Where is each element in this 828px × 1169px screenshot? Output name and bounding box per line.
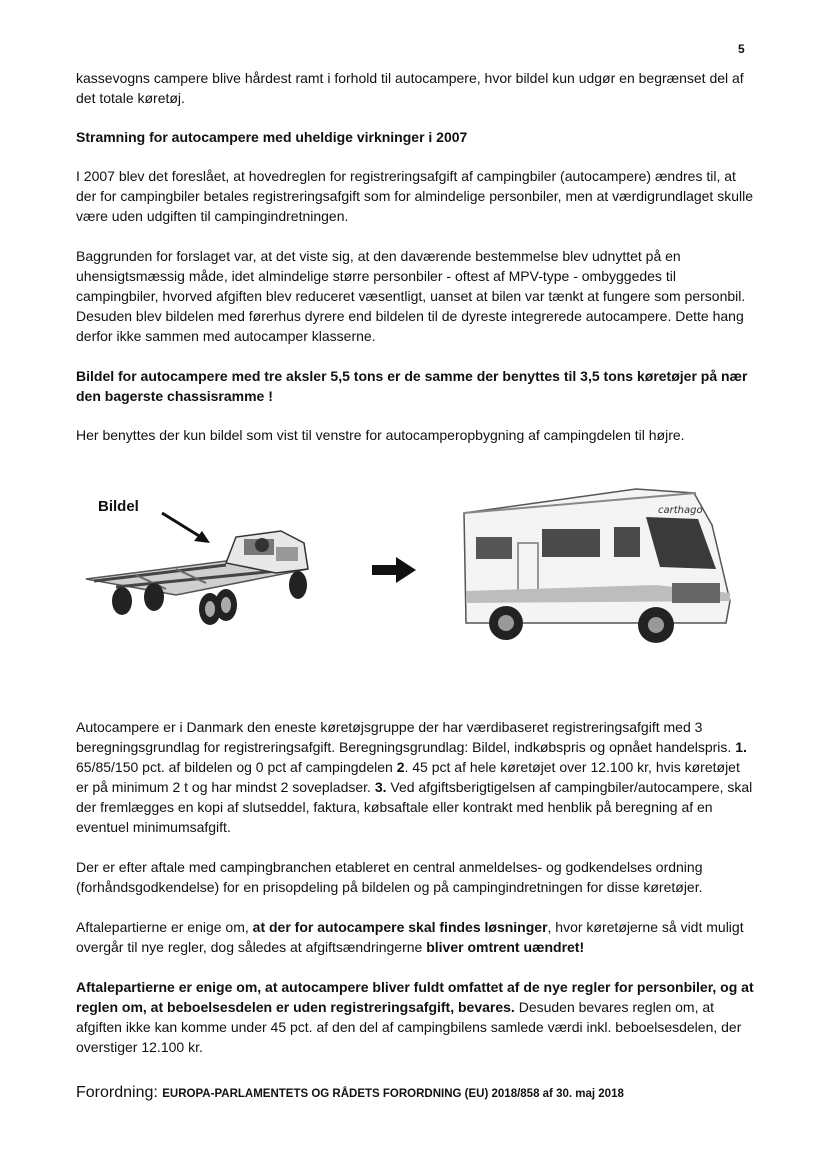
p5-number-1: 1. xyxy=(735,739,747,755)
heading-bildel: Bildel for autocampere med tre aksler 5,5 tons er de samme der benyttes til 3,5 tons køretøjer på nær den bagerste chassisramme ! xyxy=(76,368,748,404)
paragraph-aftalepartierne-1 xyxy=(76,917,756,957)
bildel-label: Bildel xyxy=(98,498,139,515)
chassis-to-motorhome-figure xyxy=(76,473,756,683)
p5-text-2: 65/85/150 pct. af bildelen og 0 pct af campingdelen xyxy=(76,759,397,775)
p5-number-2: 2 xyxy=(396,759,405,775)
chassis-image xyxy=(76,517,316,629)
document-body xyxy=(76,68,756,1104)
paragraph-figure-caption: Her benyttes der kun bildel som vist til venstre for autocamperopbygning af campingdelen til højre. xyxy=(76,427,685,443)
regulation-label: Forordning: xyxy=(76,1084,163,1101)
motorhome-brand-text: carthago xyxy=(658,505,703,516)
p7-text-1: Aftalepartierne er enige om, xyxy=(76,919,253,935)
heading-stramning: Stramning for autocampere med uheldige virkninger i 2007 xyxy=(76,129,468,145)
p7-bold-2: bliver omtrent uændret! xyxy=(426,939,585,955)
paragraph-intro: kassevogns campere blive hårdest ramt i forhold til autocampere, hvor bildel kun udgør en begrænset del af det totale køretøj. xyxy=(76,70,744,106)
p5-text-3: . 45 pct af hele køretøjet over 12.100 kr, hvis køretøjet er på minimum 2 t og har mindst 2 sovepladser. xyxy=(76,759,740,795)
p5-number-3: 3. xyxy=(374,779,387,795)
p8-bold-1: Aftalepartierne er enige om, at autocampere bliver fuldt omfattet af de nye regler for personbiler, og at reglen om, at beboelsesdelen er uden registreringsafgift, bevares. xyxy=(76,979,754,1015)
right-arrow-icon xyxy=(372,557,416,583)
p8-text-1: Desuden bevares reglen om, at afgiften ikke kan komme under 45 pct. af den del af campingbilens samlede værdi inkl. beboelsesdelen, der overstiger 12.100 kr. xyxy=(76,999,742,1055)
paragraph-2007: I 2007 blev det foreslået, at hovedreglen for registreringsafgift af campingbiler (autocampere) ændres til, at der for campingbiler betales registreringsafgift som for almindelige personbiler, men at værdigrundlaget skulle være uden udgiften til campingindretningen. xyxy=(76,168,754,224)
paragraph-baggrund: Baggrunden for forslaget var, at det viste sig, at den daværende bestemmelse blev udnyttet på en uhensigtsmæssig måde, idet almindelige større personbiler - oftest af MPV-type - ombyggedes til campingbiler, hvorved afgiften blev reduceret væsentligt, uanset at bilen var tænkt at fungere som personbil. Desuden blev bildelen med førerhus dyrere end bildelen til de dyreste integrerede autocampere. Dette hang derfor ikke sammen med autocamper klasserne. xyxy=(76,248,746,344)
paragraph-aftalepartierne-2 xyxy=(76,977,756,1057)
motorhome-image xyxy=(446,473,742,659)
p7-text-2: , hvor køretøjerne så vidt muligt overgår til nye regler, dog således at afgiftsændringerne xyxy=(76,919,744,955)
p7-bold-1: at der for autocampere skal findes løsninger xyxy=(252,919,548,935)
regulation-title: EUROPA-PARLAMENTETS OG RÅDETS FORORDNING (EU) 2018/858 af 30. maj 2018 xyxy=(162,1088,624,1100)
p5-text-4: Ved afgiftsberigtigelsen af campingbiler/autocampere, skal der fremlægges en kopi af slutseddel, faktura, købsaftale eller kontrakt med henblik på beregning af en eventuel minimumsafgift. xyxy=(76,779,753,835)
paragraph-campingbranchen: Der er efter aftale med campingbranchen etableret en central anmeldelses- og godkendelses ordning (forhåndsgodkendelse) for en prisopdeling på bildelen og på campingindretningen for disse køretøjer. xyxy=(76,859,703,895)
page-number: 5 xyxy=(738,42,745,56)
paragraph-autocampere-danmark xyxy=(76,717,756,837)
regulation-reference xyxy=(76,1083,756,1104)
p5-text-1: Autocampere er i Danmark den eneste køretøjsgruppe der har værdibaseret registreringsafgift med 3 beregningsgrundlag for registreringsafgift. Beregningsgrundlag: Bildel, indkøbspris og opnået handelspris. xyxy=(76,719,736,755)
